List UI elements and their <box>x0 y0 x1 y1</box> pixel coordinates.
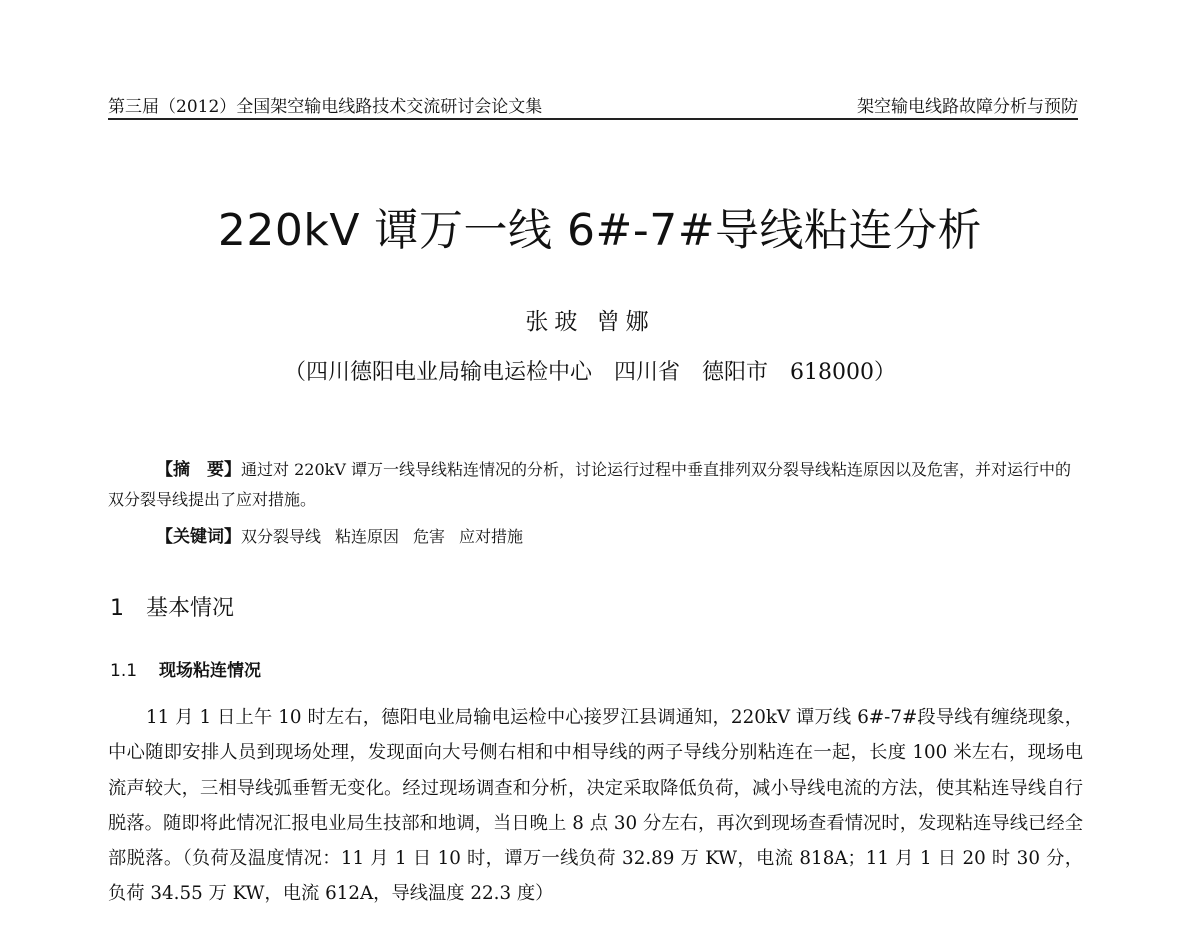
header-proceedings-title: 第三届（2012）全国架空输电线路技术交流研讨会论文集 <box>108 97 543 117</box>
keyword-item: 双分裂导线 <box>241 527 322 546</box>
keyword-item: 应对措施 <box>459 527 524 546</box>
section-title: 基本情况 <box>146 596 235 621</box>
subsection-heading <box>110 656 261 681</box>
keywords-label: 【关键词】 <box>156 527 241 547</box>
keywords <box>156 522 537 547</box>
keyword-item: 危害 <box>413 527 446 546</box>
running-header <box>108 90 1078 120</box>
abstract-label: 【摘 要】 <box>156 460 241 480</box>
body-text <box>108 700 1083 912</box>
body-paragraph: 11 月 1 日上午 10 时左右，德阳电业局输电运检中心接罗江县调通知，220kV 谭万线 6#-7#段导线有缠绕现象，中心随即安排人员到现场处理，发现面向大号侧右相和中相导线的两子导线分别粘连在一起，长度 100 米左右，现场电流声较大，三相导线弧垂暂无变化。经过现场调查和分析，决定采取降低负荷，减小导线电流的方法，使其粘连导线自行脱落。随即将此情况汇报电业局生技部和地调，当日晚上 8 点 30 分左右，再次到现场查看情况时，发现粘连导线已经全部脱落。（负荷及温度情况：11 月 1 日 10 时，谭万一线负荷 32.89 万 KW，电流 818A；11 月 1 日 20 时 30 分，负荷 34.55 万 KW，电流 612A，导线温度 22.3 度） <box>108 707 1083 905</box>
section-heading <box>110 591 234 622</box>
abstract-paragraph <box>108 455 1083 514</box>
abstract-text: 通过对 220kV 谭万一线导线粘连情况的分析，讨论运行过程中垂直排列双分裂导线粘连原因以及危害，并对运行中的双分裂导线提出了应对措施。 <box>108 460 1071 509</box>
paper-title: 220kV 谭万一线 6#-7#导线粘连分析 <box>217 205 983 256</box>
affiliation: （四川德阳电业局输电运检中心 四川省 德阳市 618000） <box>284 360 896 385</box>
section-number: 1 <box>110 596 124 621</box>
header-section-title: 架空输电线路故障分析与预防 <box>857 97 1078 117</box>
keyword-item: 粘连原因 <box>335 527 400 546</box>
authors: 张玻 曾娜 <box>525 309 655 335</box>
subsection-number: 1.1 <box>110 661 138 681</box>
subsection-title: 现场粘连情况 <box>159 661 262 681</box>
abstract <box>108 455 1083 514</box>
